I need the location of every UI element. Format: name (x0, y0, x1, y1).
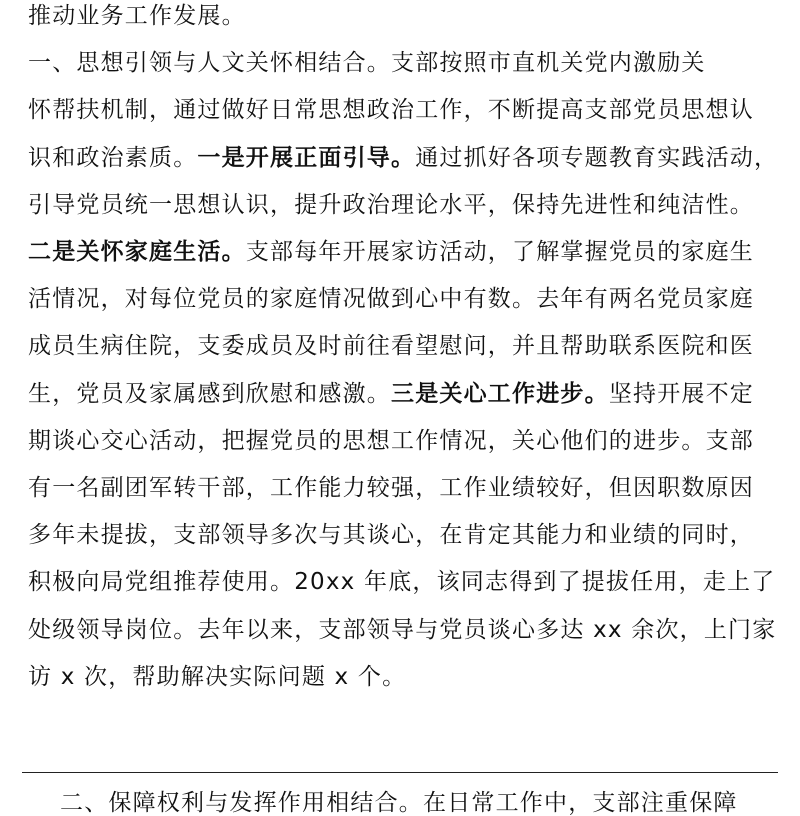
text-line (28, 569, 778, 595)
bold-heading-phrase: 三是关心工作进步。 (391, 380, 609, 407)
text-line (28, 333, 778, 359)
text-segment: 一、思想引领与人文关怀相结合。支部按照市直机关党内激励关 (28, 50, 706, 77)
text-line (28, 50, 778, 76)
text-line (28, 664, 778, 690)
text-line (28, 475, 778, 501)
text-segment: 通过抓好各项专题教育实践活动， (415, 144, 779, 171)
text-segment: 多年未提拔，支部领导多次与其谈心，在肯定其能力和业绩的同时， (28, 522, 754, 549)
text-segment: 引导党员统一思想认识，提升政治理论水平，保持先进性和纯洁性。 (28, 191, 754, 218)
text-line (28, 617, 778, 643)
text-segment: 坚持开展不定 (608, 380, 755, 407)
cutoff-line: 二、保障权利与发挥作用相结合。在日常工作中，支部注重保障 (60, 790, 738, 816)
text-line (28, 286, 778, 312)
text-line (28, 428, 778, 454)
text-segment: 积极向局党组推荐使用。20xx 年底，该同志得到了提拔任用，走上了 (28, 569, 776, 596)
text-segment: 访 x 次，帮助解决实际问题 x 个。 (28, 663, 407, 690)
text-segment: 活情况，对每位党员的家庭情况做到心中有数。去年有两名党员家庭 (28, 286, 754, 313)
text-segment: 怀帮扶机制，通过做好日常思想政治工作，不断提高支部党员思想认 (28, 97, 754, 124)
bold-heading-phrase: 一是开展正面引导。 (197, 144, 416, 171)
text-line (28, 145, 778, 171)
text-segment: 推动业务工作发展。 (28, 3, 246, 29)
text-segment: 期谈心交心活动，把握党员的思想工作情况，关心他们的进步。支部 (28, 427, 754, 454)
text-line (28, 192, 778, 218)
text-segment: 成员生病住院，支委成员及时前往看望慰问，并且帮助联系医院和医 (28, 333, 754, 360)
text-segment: 有一名副团军转干部，工作能力较强，工作业绩较好，但因职数原因 (28, 475, 754, 501)
text-line (28, 239, 778, 265)
page-divider (22, 772, 778, 773)
text-segment: 处级领导岗位。去年以来，支部领导与党员谈心多达 xx 余次，上门家 (28, 616, 777, 643)
text-segment: 生，党员及家属感到欣慰和感激。 (28, 380, 391, 407)
text-segment: 支部每年开展家访活动，了解掌握党员的家庭生 (245, 239, 755, 265)
text-line (28, 381, 778, 407)
text-line (28, 3, 778, 29)
text-line (28, 522, 778, 548)
bold-heading-phrase: 二是关怀家庭生活。 (28, 239, 246, 265)
text-line (28, 97, 778, 123)
text-segment: 识和政治素质。 (28, 144, 198, 171)
